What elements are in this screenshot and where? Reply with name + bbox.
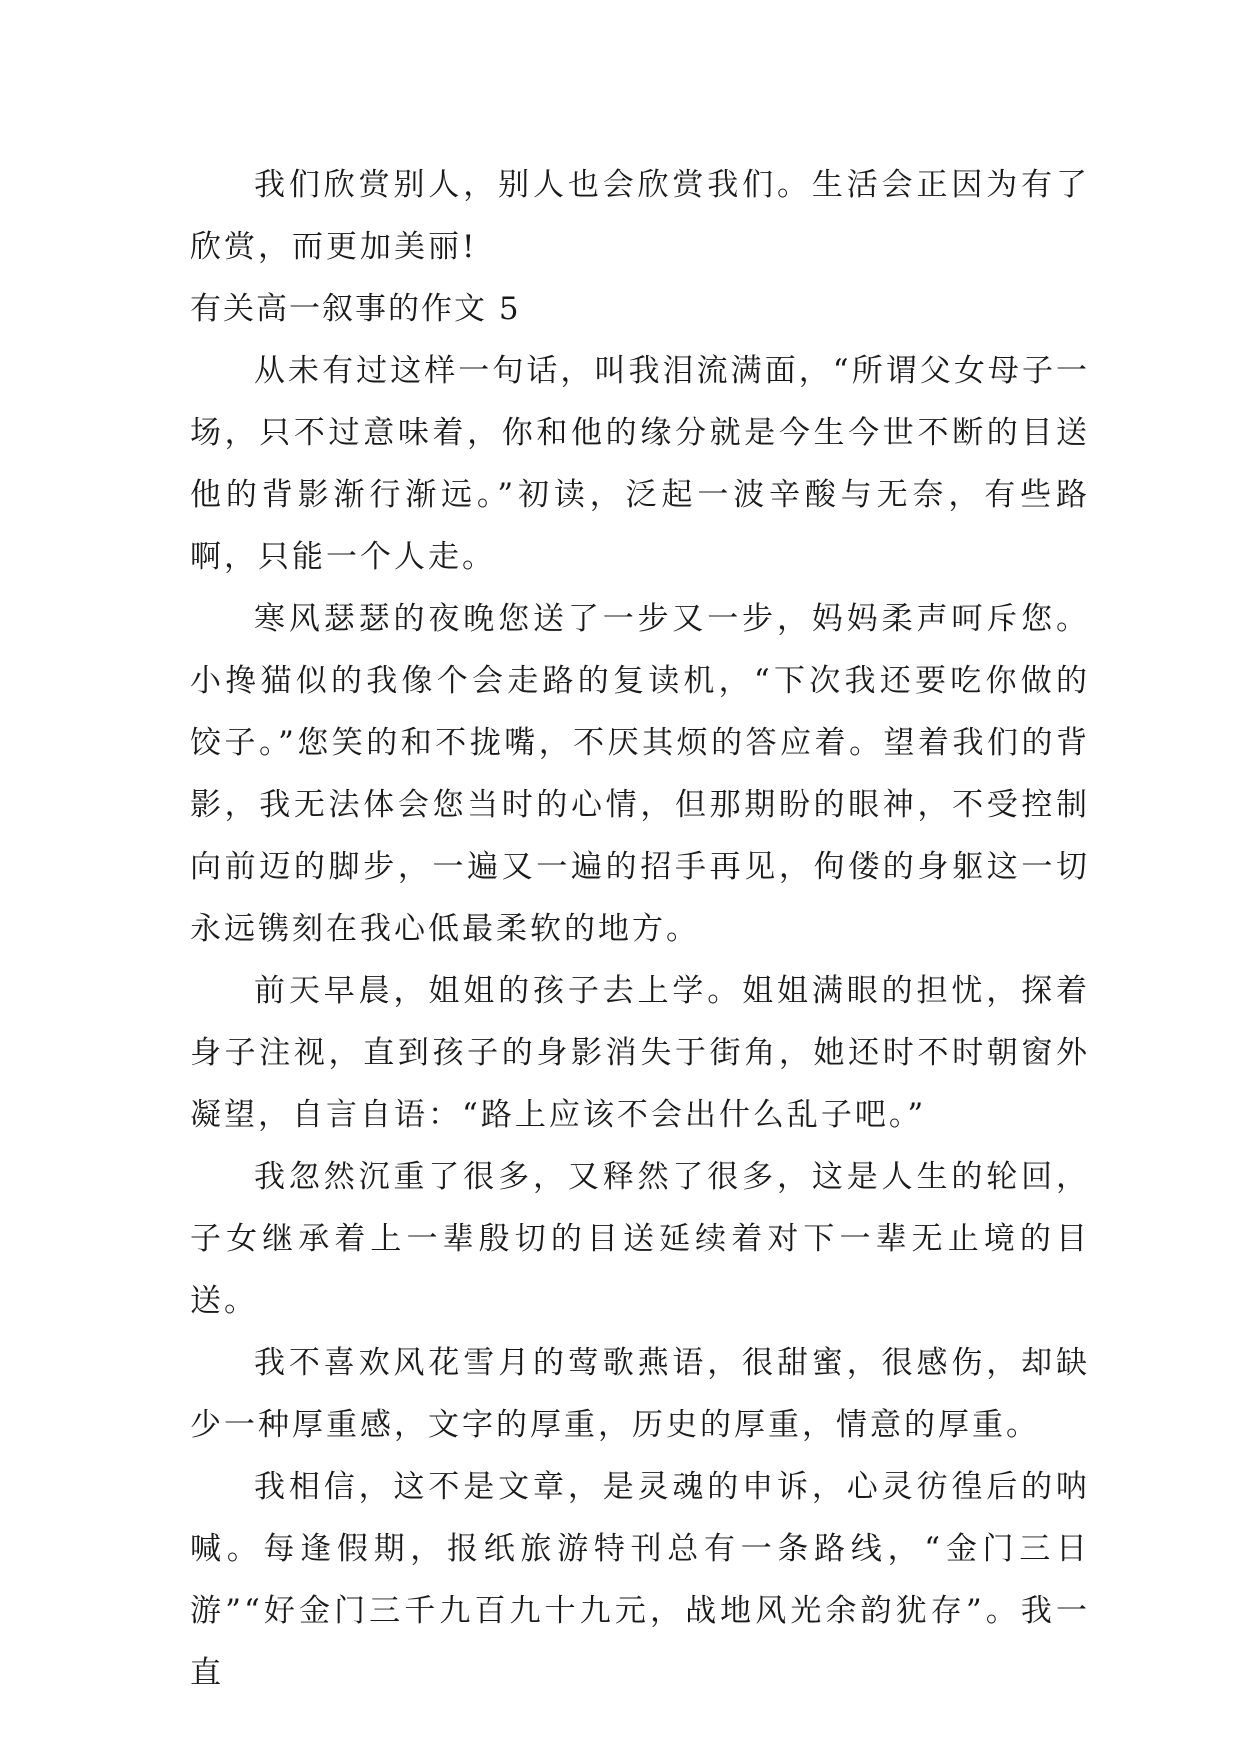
document-body <box>190 154 1090 1704</box>
paragraph: 寒风瑟瑟的夜晚您送了一步又一步，妈妈柔声呵斥您。小搀猫似的我像个会走路的复读机，“下次我还要吃你做的饺子。”您笑的和不拢嘴，不厌其烦的答应着。望着我们的背影，我无法体会您当时的心情，但那期盼的眼神，不受控制向前迈的脚步，一遍又一遍的招手再见，佝偻的身躯这一切永远镌刻在我心低最柔软的地方。 <box>190 601 1090 947</box>
paragraph: 我忽然沉重了很多，又释然了很多，这是人生的轮回，子女继承着上一辈殷切的目送延续着对下一辈无止境的目送。 <box>190 1159 1090 1319</box>
paragraph: 前天早晨，姐姐的孩子去上学。姐姐满眼的担忧，探着身子注视，直到孩子的身影消失于街角，她还时不时朝窗外凝望，自言自语：“路上应该不会出什么乱子吧。” <box>190 973 1090 1133</box>
paragraph: 我相信，这不是文章，是灵魂的申诉，心灵彷徨后的呐喊。每逢假期，报纸旅游特刊总有一条路线，“金门三日游”“好金门三千九百九十九元，战地风光余韵犹存”。我一直 <box>190 1469 1090 1691</box>
paragraph: 我们欣赏别人，别人也会欣赏我们。生活会正因为有了欣赏，而更加美丽! <box>190 167 1090 265</box>
paragraph: 从未有过这样一句话，叫我泪流满面，“所谓父女母子一场，只不过意味着，你和他的缘分就是今生今世不断的目送他的背影渐行渐远。”初读，泛起一波辛酸与无奈，有些路啊，只能一个人走。 <box>190 353 1090 575</box>
section-heading: 有关高一叙事的作文 5 <box>190 291 521 327</box>
paragraph: 我不喜欢风花雪月的莺歌燕语，很甜蜜，很感伤，却缺少一种厚重感，文字的厚重，历史的厚重，情意的厚重。 <box>190 1345 1090 1443</box>
